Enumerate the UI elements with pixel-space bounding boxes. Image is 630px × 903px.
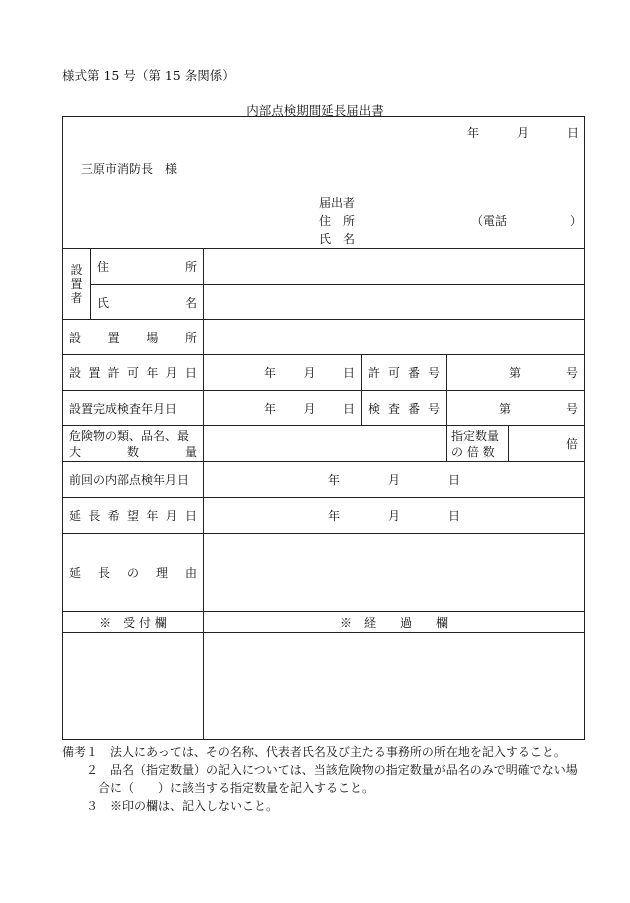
header-section (63, 117, 585, 249)
permit-date-label: 設 置 許 可 年 月 日 (63, 355, 204, 391)
remarks (62, 743, 578, 815)
hazard-material-label: 危険物の類、品名、最 大 数 量 (63, 426, 204, 462)
permit-number-label: 許 可 番 号 (362, 355, 447, 391)
previous-inspection-label: 前回の内部点検年月日 (63, 462, 204, 498)
desired-extension-field[interactable]: 年 月 日 (204, 498, 585, 534)
inspection-number-field[interactable]: 第 号 (447, 391, 585, 426)
remark-2-cont: 合に（ ）に該当する指定数量を記入すること。 (62, 781, 375, 795)
installer-name-field[interactable] (204, 285, 585, 320)
date-year-label: 年 (467, 126, 480, 140)
designated-quantity-label: 指定数量 の 倍 数 (447, 426, 509, 462)
reason-field[interactable] (204, 534, 585, 612)
remark-3: ３ ※印の欄は、記入しないこと。 (62, 799, 279, 813)
remark-1: 備考１ 法人にあっては、その名称、代表者氏名及び主たる事務所の所在地を記入すること。 (62, 745, 566, 759)
date-day-label: 日 (567, 126, 580, 140)
date-month-label: 月 (517, 126, 530, 140)
progress-field (204, 633, 585, 740)
installer-address-label: 住 所 (91, 249, 204, 285)
application-form-table (62, 116, 585, 740)
installer-label: 設 置 者 (63, 249, 91, 320)
applicant-name-label: 氏 名 (319, 232, 356, 246)
completion-date-field[interactable]: 年 月 日 (204, 391, 362, 426)
form-number: 様式第 15 号（第 15 条関係） (62, 68, 235, 83)
inspection-number-label: 検 査 番 号 (362, 391, 447, 426)
designated-quantity-field[interactable]: 倍 (509, 426, 585, 462)
progress-header: ※ 経 過 欄 (204, 612, 585, 633)
reason-label: 延 長 の 理 由 (63, 534, 204, 612)
applicant-label: 届出者 (319, 196, 356, 210)
previous-inspection-field[interactable]: 年 月 日 (204, 462, 585, 498)
form-title: 内部点検期間延長届出書 (246, 103, 384, 118)
reception-field (63, 633, 204, 740)
permit-date-field[interactable]: 年 月 日 (204, 355, 362, 391)
location-field[interactable] (204, 320, 585, 355)
phone-close: ） (570, 214, 583, 228)
permit-number-field[interactable]: 第 号 (447, 355, 585, 391)
reception-header: ※ 受 付 欄 (63, 612, 204, 633)
installer-name-label: 氏 名 (91, 285, 204, 320)
remark-2: ２ 品名（指定数量）の記入については、当該危険物の指定数量が品名のみで明確でない場 (62, 763, 578, 777)
addressee: 三原市消防長 様 (81, 162, 178, 176)
hazard-material-field[interactable] (204, 426, 447, 462)
phone-label: （電話 (471, 214, 508, 228)
completion-date-label: 設置完成検査年月日 (63, 391, 204, 426)
installer-address-field[interactable] (204, 249, 585, 285)
applicant-address-label: 住 所 (319, 214, 356, 228)
desired-extension-label: 延 長 希 望 年 月 日 (63, 498, 204, 534)
location-label: 設 置 場 所 (63, 320, 204, 355)
